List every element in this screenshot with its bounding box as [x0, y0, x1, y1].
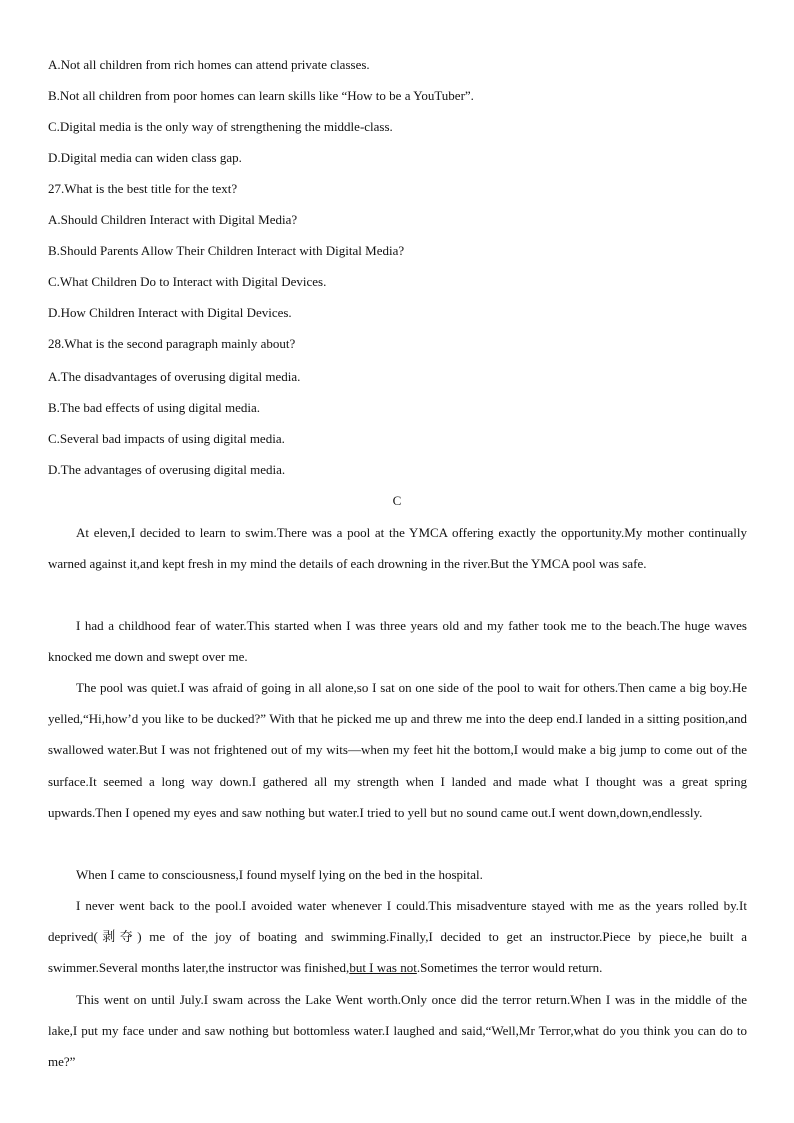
- q28-option-d: D.The advantages of overusing digital media.: [48, 462, 286, 477]
- q27-option-b: B.Should Parents Allow Their Children Interact with Digital Media?: [48, 243, 405, 258]
- q28-stem: 28.What is the second paragraph mainly about?: [48, 336, 296, 351]
- paragraph-3: The pool was quiet.I was afraid of going in all alone,so I sat on one side of the pool to wait for others.Then came a big boy.He yelled,“Hi,how’d you like to be ducked?” With that he picked me up and threw me into the deep end.I landed in a sitting position,and swallowed water.But I was not frightened out of my wits—when my feet hit the bottom,I would make a big jump to come out of the surface.It seemed a long way down.I gathered all my strength when I landed and made what I thought was a great spring upwards.Then I opened my eyes and saw nothing but water.I tried to yell but no sound came out.I went down,down,endlessly.: [48, 680, 747, 820]
- paragraph-4: When I came to consciousness,I found myself lying on the bed in the hospital.: [76, 867, 483, 882]
- q28-option-b: B.The bad effects of using digital media.: [48, 400, 261, 415]
- underlined-phrase: but I was not: [349, 960, 417, 976]
- q26-option-d: D.Digital media can widen class gap.: [48, 150, 242, 165]
- q27-option-c: C.What Children Do to Interact with Digital Devices.: [48, 274, 327, 289]
- q26-option-b: B.Not all children from poor homes can learn skills like “How to be a YouTuber”.: [48, 88, 474, 103]
- q28-option-a: A.The disadvantages of overusing digital media.: [48, 369, 301, 384]
- q27-option-d: D.How Children Interact with Digital Devices.: [48, 305, 292, 320]
- section-heading: C: [392, 493, 402, 508]
- q27-option-a: A.Should Children Interact with Digital Media?: [48, 212, 298, 227]
- paragraph-6: This went on until July.I swam across the Lake Went worth.Only once did the terror return.When I was in the middle of the lake,I put my face under and saw nothing but bottomless water.I laughed and said,“Well,Mr Terror,what do you think you can do to me?”: [48, 992, 747, 1070]
- paragraph-5-text: I never went back to the pool.I avoided water whenever I could.This misadventure stayed with me as the years rolled by.It deprived(剥夺) me of the joy of boating and swimming.Finally,I decided to get an instructor.Piece by piece,he built a swimmer.Several months later,the instructor was finished,: [48, 898, 747, 976]
- q27-stem: 27.What is the best title for the text?: [48, 181, 238, 196]
- q26-option-a: A.Not all children from rich homes can attend private classes.: [48, 57, 370, 72]
- q26-option-c: C.Digital media is the only way of strengthening the middle-class.: [48, 119, 393, 134]
- q28-option-c: C.Several bad impacts of using digital media.: [48, 431, 285, 446]
- paragraph-5: [48, 890, 747, 984]
- paragraph-5-end: .Sometimes the terror would return.: [416, 960, 603, 976]
- paragraph-2: I had a childhood fear of water.This started when I was three years old and my father took me to the beach.The huge waves knocked me down and swept over me.: [48, 618, 747, 665]
- paragraph-1: At eleven,I decided to learn to swim.There was a pool at the YMCA offering exactly the opportunity.My mother continually warned against it,and kept fresh in my mind the details of each drowning in the river.But the YMCA pool was safe.: [48, 525, 747, 572]
